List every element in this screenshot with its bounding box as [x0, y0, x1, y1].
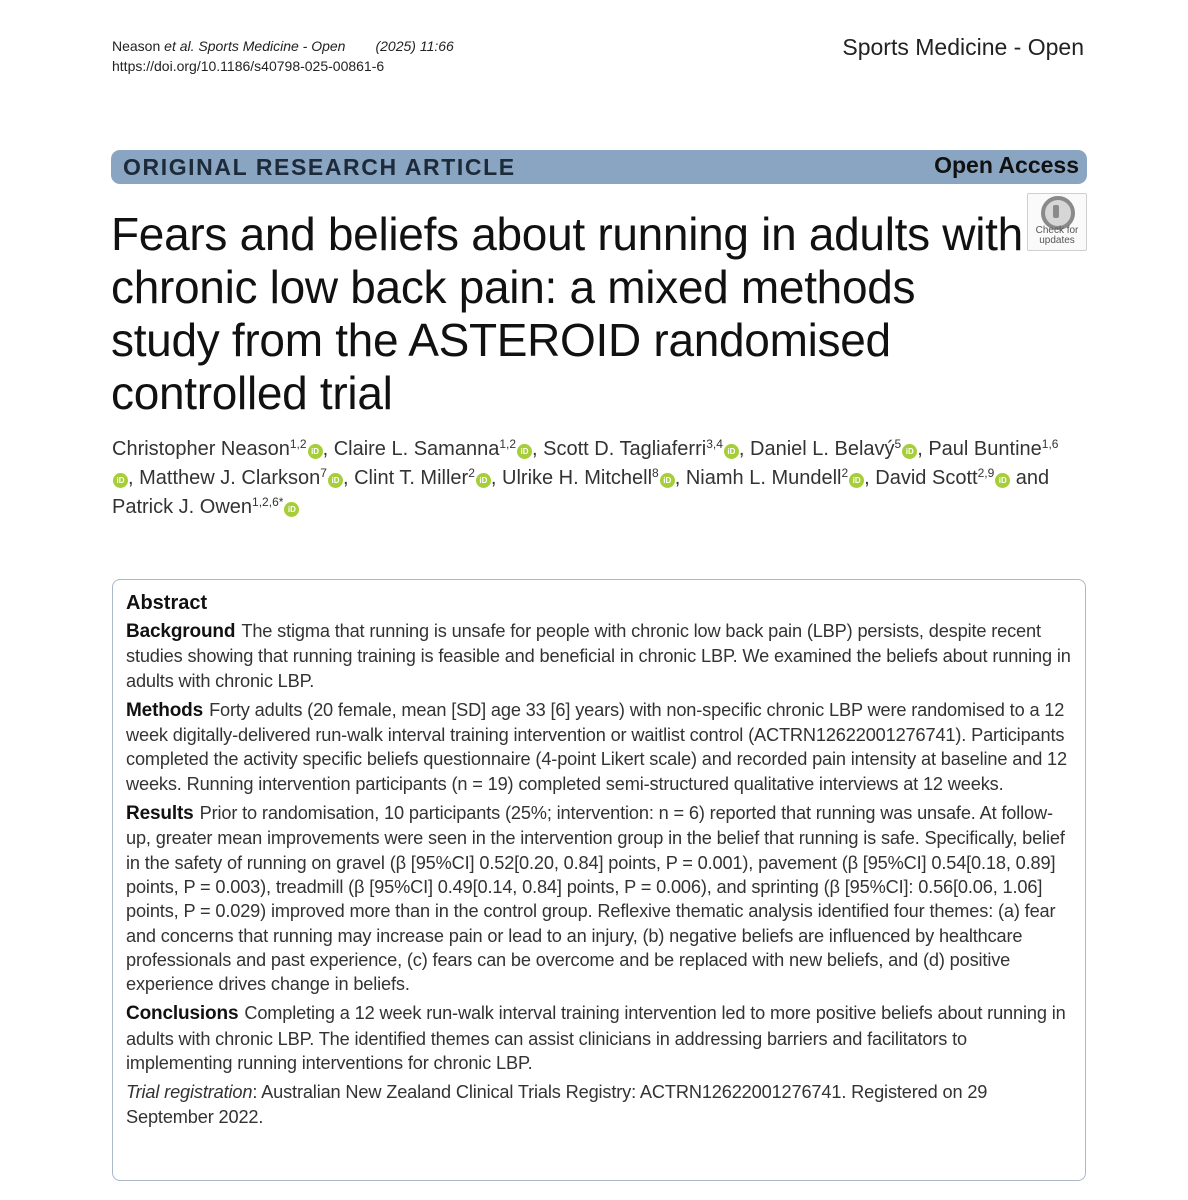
- orcid-icon[interactable]: iD: [476, 473, 491, 488]
- author-separator: ,: [917, 438, 929, 460]
- author-name[interactable]: [112, 496, 299, 518]
- running-header: [112, 36, 454, 76]
- trial-registration-label: Trial registration: [126, 1082, 253, 1103]
- results-label: Results: [126, 803, 194, 825]
- author-affiliation: 1,2: [289, 437, 307, 451]
- orcid-icon[interactable]: iD: [284, 502, 299, 517]
- author-name-text: Claire L. Samanna: [333, 438, 500, 460]
- author-name-text: Paul Buntine: [928, 438, 1042, 460]
- citation-authors: Neason: [112, 38, 165, 54]
- author-affiliation: 1,6: [1041, 437, 1059, 451]
- methods-text: Forty adults (20 female, mean [SD] age 33 [6] years) with non-specific chronic LBP were randomised to a 12 week digitally-delivered run-walk interval training intervention or waitlist control (ACTRN12622001276741). Participants completed the activity specific beliefs questionnaire (4-point Likert scale) and recorded pain intensity at baseline and 12 weeks. Running intervention participants (n = 19) completed semi-structured qualitative interviews at 12 weeks.: [126, 699, 1067, 794]
- article-title: Fears and beliefs about running in adults with chronic low back pain: a mixed methods study from the ASTEROID randomised controlled trial: [111, 208, 1023, 419]
- author-affiliation: 1,2,6*: [252, 495, 284, 509]
- citation-line: [112, 36, 454, 56]
- doi-link[interactable]: https://doi.org/10.1186/s40798-025-00861-6: [112, 58, 385, 74]
- orcid-icon[interactable]: iD: [995, 473, 1010, 488]
- orcid-icon[interactable]: iD: [517, 444, 532, 459]
- check-for-updates-button[interactable]: [1027, 193, 1087, 251]
- author-name[interactable]: [354, 467, 491, 489]
- author-affiliation: 2,9: [977, 466, 995, 480]
- author-name[interactable]: [543, 438, 739, 460]
- author-list: [112, 435, 1072, 522]
- author-affiliation: 2: [841, 466, 849, 480]
- author-name[interactable]: [112, 438, 323, 460]
- author-affiliation: 1,2: [499, 437, 517, 451]
- orcid-icon[interactable]: iD: [660, 473, 675, 488]
- author-separator: ,: [322, 438, 334, 460]
- abstract-box: [112, 579, 1086, 1181]
- author-separator: ,: [674, 467, 686, 489]
- author-name-text: Christopher Neason: [112, 438, 290, 460]
- check-updates-label: Check for updates: [1035, 225, 1079, 246]
- abstract-methods: [126, 698, 1073, 796]
- results-text: Prior to randomisation, 10 participants (25%; intervention: n = 6) reported that running was unsafe. At follow-up, greater mean improvements were seen in the intervention group in the belief that running is safe. Specifically, belief in the safety of running on gravel (β [95%CI] 0.52[0.20, 0.84] points, P = 0.001), pavement (β [95%CI] 0.54[0.18, 0.89] points, P = 0.003), treadmill (β [95%CI] 0.49[0.14, 0.84] points, P = 0.006), and sprinting (β [95%CI]: 0.56[0.06, 1.06] points, P = 0.029) improved more than in the control group. Reflexive thematic analysis identified four themes: (a) fear and concerns that running may increase pain or lead to an injury, (b) negative beliefs are influenced by healthcare professionals and past experience, (c) fears can be overcome and be replaced with new beliefs, and (d) positive experience drives change in beliefs.: [126, 803, 1065, 995]
- author-affiliation: 8: [652, 466, 659, 480]
- orcid-icon[interactable]: iD: [308, 444, 323, 459]
- citation-journal: et al. Sports Medicine - Open: [164, 38, 346, 54]
- orcid-icon[interactable]: iD: [113, 473, 128, 488]
- article-type: ORIGINAL RESEARCH ARTICLE: [123, 154, 516, 180]
- author-separator: ,: [532, 438, 544, 460]
- abstract-results: [126, 801, 1073, 996]
- author-name[interactable]: [139, 467, 343, 489]
- author-name[interactable]: [502, 467, 675, 489]
- orcid-icon[interactable]: iD: [328, 473, 343, 488]
- author-name-text: Patrick J. Owen: [112, 496, 253, 518]
- author-affiliation: 7: [320, 466, 327, 480]
- author-name-text: Daniel L. Belavý: [750, 438, 895, 460]
- author-separator: ,: [128, 467, 140, 489]
- author-separator: ,: [864, 467, 876, 489]
- author-name-text: Ulrike H. Mitchell: [502, 467, 653, 489]
- abstract-background: [126, 619, 1073, 693]
- author-separator: and: [1010, 467, 1050, 489]
- abstract-trial-registration: [126, 1080, 1073, 1129]
- author-name-text: Clint T. Miller: [354, 467, 469, 489]
- background-text: The stigma that running is unsafe for people with chronic low back pain (LBP) persists, despite recent studies showing that running training is feasible and beneficial in chronic LBP. We examined the beliefs about running in adults with chronic LBP.: [126, 621, 1071, 691]
- author-affiliation: 2: [468, 466, 475, 480]
- author-affiliation: 5: [894, 437, 902, 451]
- author-affiliation: 3,4: [706, 437, 723, 451]
- journal-name: Sports Medicine - Open: [842, 34, 1084, 60]
- conclusions-label: Conclusions: [126, 1003, 239, 1025]
- orcid-icon[interactable]: iD: [902, 444, 917, 459]
- abstract-heading: Abstract: [126, 592, 208, 614]
- open-access-label: Open Access: [934, 152, 1079, 178]
- author-separator: ,: [738, 438, 750, 460]
- trial-registration-text: : Australian New Zealand Clinical Trials Registry: ACTRN12622001276741. Registered on 29 September 2022.: [126, 1082, 988, 1127]
- article-type-banner: [111, 150, 1087, 184]
- author-name[interactable]: [750, 438, 917, 460]
- conclusions-text: Completing a 12 week run-walk interval training intervention led to more positive beliefs about running in adults with chronic LBP. The identified themes can assist clinicians in addressing barriers and facilitators to implementing running interventions for chronic LBP.: [126, 1003, 1066, 1074]
- author-name[interactable]: [686, 467, 864, 489]
- author-name[interactable]: [334, 438, 532, 460]
- background-label: Background: [126, 621, 236, 642]
- author-name-text: Matthew J. Clarkson: [139, 467, 321, 489]
- citation-volume: (2025) 11:66: [375, 38, 454, 54]
- author-name-text: David Scott: [875, 467, 978, 489]
- author-separator: ,: [490, 467, 503, 489]
- author-name[interactable]: [875, 467, 1010, 489]
- orcid-icon[interactable]: iD: [724, 444, 739, 459]
- orcid-icon[interactable]: iD: [849, 473, 864, 488]
- author-name-text: Scott D. Tagliaferri: [543, 438, 707, 460]
- abstract-conclusions: [126, 1001, 1073, 1075]
- author-separator: ,: [342, 467, 355, 489]
- methods-label: Methods: [126, 699, 204, 721]
- author-name-text: Niamh L. Mundell: [685, 467, 842, 489]
